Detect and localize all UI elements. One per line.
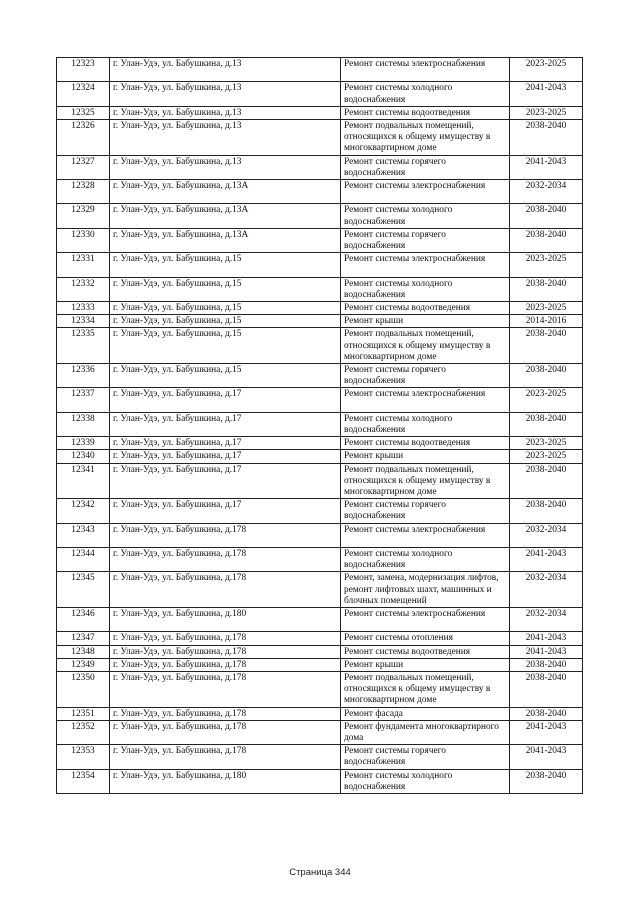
row-address: г. Улан-Удэ, ул. Бабушкина, д.13А [110, 180, 341, 204]
row-work-type: Ремонт подвальных помещений, относящихся к общему имуществу в многоквартирном доме [341, 463, 510, 499]
row-number: 12346 [57, 608, 110, 632]
table-row [57, 328, 583, 364]
row-address: г. Улан-Удэ, ул. Бабушкина, д.17 [110, 463, 341, 499]
row-number: 12323 [57, 58, 110, 82]
row-period: 2038-2040 [510, 277, 583, 301]
row-address: г. Улан-Удэ, ул. Бабушкина, д.13 [110, 120, 341, 156]
row-work-type: Ремонт подвальных помещений, относящихся к общему имуществу в многоквартирном доме [341, 672, 510, 708]
row-address: г. Улан-Удэ, ул. Бабушкина, д.15 [110, 328, 341, 364]
row-number: 12341 [57, 463, 110, 499]
table-row [57, 672, 583, 708]
row-period: 2023-2025 [510, 58, 583, 82]
row-work-type: Ремонт крыши [341, 450, 510, 463]
row-work-type: Ремонт фасада [341, 707, 510, 720]
row-address: г. Улан-Удэ, ул. Бабушкина, д.15 [110, 277, 341, 301]
row-address: г. Улан-Удэ, ул. Бабушкина, д.180 [110, 769, 341, 793]
row-work-type: Ремонт системы горячего водоснабжения [341, 499, 510, 523]
row-number: 12340 [57, 450, 110, 463]
row-address: г. Улан-Удэ, ул. Бабушкина, д.13А [110, 228, 341, 252]
row-work-type: Ремонт системы водоотведения [341, 302, 510, 315]
row-number: 12330 [57, 228, 110, 252]
table-row [57, 745, 583, 769]
row-work-type: Ремонт системы холодного водоснабжения [341, 548, 510, 572]
row-period: 2038-2040 [510, 707, 583, 720]
row-address: г. Улан-Удэ, ул. Бабушкина, д.178 [110, 632, 341, 645]
table-row [57, 632, 583, 645]
table-row [57, 450, 583, 463]
row-number: 12353 [57, 745, 110, 769]
row-number: 12325 [57, 106, 110, 119]
row-work-type: Ремонт системы водоотведения [341, 106, 510, 119]
row-period: 2038-2040 [510, 120, 583, 156]
table-row [57, 302, 583, 315]
row-address: г. Улан-Удэ, ул. Бабушкина, д.15 [110, 253, 341, 277]
table-row [57, 58, 583, 82]
table-row [57, 499, 583, 523]
row-period: 2041-2043 [510, 632, 583, 645]
table-row [57, 253, 583, 277]
row-work-type: Ремонт системы электроснабжения [341, 608, 510, 632]
row-address: г. Улан-Удэ, ул. Бабушкина, д.178 [110, 645, 341, 658]
row-work-type: Ремонт системы электроснабжения [341, 388, 510, 412]
row-work-type: Ремонт системы электроснабжения [341, 58, 510, 82]
row-address: г. Улан-Удэ, ул. Бабушкина, д.178 [110, 523, 341, 547]
row-number: 12347 [57, 632, 110, 645]
row-number: 12326 [57, 120, 110, 156]
row-work-type: Ремонт системы холодного водоснабжения [341, 769, 510, 793]
row-number: 12339 [57, 437, 110, 450]
table-row [57, 106, 583, 119]
row-number: 12352 [57, 720, 110, 744]
row-address: г. Улан-Удэ, ул. Бабушкина, д.17 [110, 499, 341, 523]
row-work-type: Ремонт системы горячего водоснабжения [341, 364, 510, 388]
table-body [57, 58, 583, 794]
row-number: 12344 [57, 548, 110, 572]
table-row [57, 707, 583, 720]
row-address: г. Улан-Удэ, ул. Бабушкина, д.13 [110, 106, 341, 119]
row-number: 12332 [57, 277, 110, 301]
row-number: 12351 [57, 707, 110, 720]
table-row [57, 204, 583, 228]
row-address: г. Улан-Удэ, ул. Бабушкина, д.13 [110, 58, 341, 82]
table-row [57, 720, 583, 744]
row-number: 12343 [57, 523, 110, 547]
row-address: г. Улан-Удэ, ул. Бабушкина, д.17 [110, 450, 341, 463]
table-row [57, 769, 583, 793]
row-address: г. Улан-Удэ, ул. Бабушкина, д.178 [110, 720, 341, 744]
row-address: г. Улан-Удэ, ул. Бабушкина, д.178 [110, 745, 341, 769]
table-row [57, 120, 583, 156]
row-period: 2032-2034 [510, 180, 583, 204]
row-number: 12334 [57, 315, 110, 328]
row-address: г. Улан-Удэ, ул. Бабушкина, д.178 [110, 658, 341, 671]
row-address: г. Улан-Удэ, ул. Бабушкина, д.178 [110, 672, 341, 708]
row-work-type: Ремонт системы холодного водоснабжения [341, 277, 510, 301]
row-period: 2032-2034 [510, 608, 583, 632]
row-number: 12342 [57, 499, 110, 523]
row-address: г. Улан-Удэ, ул. Бабушкина, д.13 [110, 82, 341, 106]
row-address: г. Улан-Удэ, ул. Бабушкина, д.178 [110, 572, 341, 608]
row-number: 12328 [57, 180, 110, 204]
row-address: г. Улан-Удэ, ул. Бабушкина, д.17 [110, 412, 341, 436]
row-period: 2038-2040 [510, 499, 583, 523]
row-work-type: Ремонт системы водоотведения [341, 645, 510, 658]
row-work-type: Ремонт подвальных помещений, относящихся к общему имуществу в многоквартирном доме [341, 328, 510, 364]
table-row [57, 523, 583, 547]
row-period: 2038-2040 [510, 769, 583, 793]
row-number: 12329 [57, 204, 110, 228]
row-work-type: Ремонт системы электроснабжения [341, 253, 510, 277]
table-row [57, 463, 583, 499]
row-period: 2041-2043 [510, 745, 583, 769]
row-period: 2023-2025 [510, 253, 583, 277]
row-period: 2041-2043 [510, 720, 583, 744]
row-period: 2041-2043 [510, 82, 583, 106]
row-work-type: Ремонт системы водоотведения [341, 437, 510, 450]
row-number: 12348 [57, 645, 110, 658]
row-address: г. Улан-Удэ, ул. Бабушкина, д.178 [110, 548, 341, 572]
row-work-type: Ремонт системы электроснабжения [341, 523, 510, 547]
row-work-type: Ремонт, замена, модернизация лифтов, ремонт лифтовых шахт, машинных и блочных помещений [341, 572, 510, 608]
row-period: 2038-2040 [510, 658, 583, 671]
row-work-type: Ремонт системы горячего водоснабжения [341, 155, 510, 179]
row-number: 12349 [57, 658, 110, 671]
row-period: 2014-2016 [510, 315, 583, 328]
row-work-type: Ремонт подвальных помещений, относящихся к общему имуществу в многоквартирном доме [341, 120, 510, 156]
row-number: 12354 [57, 769, 110, 793]
row-period: 2032-2034 [510, 572, 583, 608]
row-work-type: Ремонт крыши [341, 658, 510, 671]
row-work-type: Ремонт системы холодного водоснабжения [341, 204, 510, 228]
table-row [57, 82, 583, 106]
row-period: 2023-2025 [510, 106, 583, 119]
row-number: 12335 [57, 328, 110, 364]
table-row [57, 180, 583, 204]
row-work-type: Ремонт системы горячего водоснабжения [341, 228, 510, 252]
page-number: Страница 344 [289, 867, 351, 878]
table-row [57, 548, 583, 572]
table-row [57, 155, 583, 179]
row-work-type: Ремонт системы холодного водоснабжения [341, 412, 510, 436]
table-row [57, 658, 583, 671]
table-row [57, 228, 583, 252]
row-number: 12331 [57, 253, 110, 277]
row-number: 12350 [57, 672, 110, 708]
row-work-type: Ремонт системы горячего водоснабжения [341, 745, 510, 769]
row-address: г. Улан-Удэ, ул. Бабушкина, д.13А [110, 204, 341, 228]
table-row [57, 277, 583, 301]
row-period: 2023-2025 [510, 437, 583, 450]
row-address: г. Улан-Удэ, ул. Бабушкина, д.178 [110, 707, 341, 720]
row-period: 2038-2040 [510, 328, 583, 364]
row-number: 12324 [57, 82, 110, 106]
row-address: г. Улан-Удэ, ул. Бабушкина, д.13 [110, 155, 341, 179]
table-row [57, 645, 583, 658]
row-work-type: Ремонт фундамента многоквартирного дома [341, 720, 510, 744]
table-row [57, 412, 583, 436]
row-period: 2023-2025 [510, 388, 583, 412]
row-period: 2038-2040 [510, 228, 583, 252]
row-work-type: Ремонт системы отопления [341, 632, 510, 645]
table-row [57, 315, 583, 328]
row-number: 12336 [57, 364, 110, 388]
row-address: г. Улан-Удэ, ул. Бабушкина, д.17 [110, 388, 341, 412]
row-period: 2023-2025 [510, 450, 583, 463]
row-number: 12345 [57, 572, 110, 608]
row-work-type: Ремонт крыши [341, 315, 510, 328]
table-row [57, 608, 583, 632]
table-row [57, 388, 583, 412]
row-number: 12338 [57, 412, 110, 436]
row-period: 2038-2040 [510, 672, 583, 708]
row-address: г. Улан-Удэ, ул. Бабушкина, д.17 [110, 437, 341, 450]
row-address: г. Улан-Удэ, ул. Бабушкина, д.15 [110, 315, 341, 328]
row-period: 2032-2034 [510, 523, 583, 547]
row-period: 2038-2040 [510, 412, 583, 436]
row-period: 2038-2040 [510, 204, 583, 228]
row-address: г. Улан-Удэ, ул. Бабушкина, д.180 [110, 608, 341, 632]
row-period: 2041-2043 [510, 645, 583, 658]
row-address: г. Улан-Удэ, ул. Бабушкина, д.15 [110, 302, 341, 315]
repair-schedule-table [56, 57, 583, 794]
row-period: 2041-2043 [510, 155, 583, 179]
row-work-type: Ремонт системы холодного водоснабжения [341, 82, 510, 106]
row-period: 2041-2043 [510, 548, 583, 572]
table-row [57, 364, 583, 388]
table-row [57, 437, 583, 450]
row-period: 2023-2025 [510, 302, 583, 315]
row-number: 12327 [57, 155, 110, 179]
row-number: 12333 [57, 302, 110, 315]
row-work-type: Ремонт системы электроснабжения [341, 180, 510, 204]
table-row [57, 572, 583, 608]
row-number: 12337 [57, 388, 110, 412]
row-period: 2038-2040 [510, 463, 583, 499]
row-address: г. Улан-Удэ, ул. Бабушкина, д.15 [110, 364, 341, 388]
row-period: 2038-2040 [510, 364, 583, 388]
